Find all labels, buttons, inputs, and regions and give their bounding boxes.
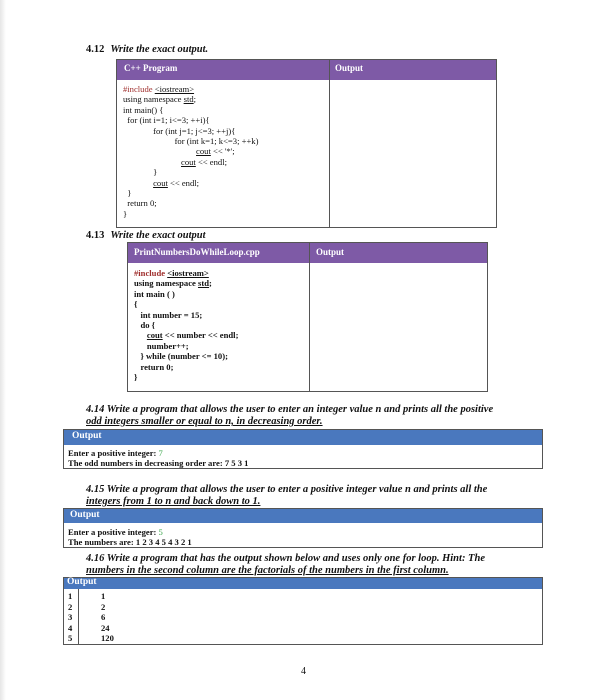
code-pre: int main ( ) [134,288,175,299]
q413-divider [309,243,310,391]
q415-input-value: 5 [158,527,163,537]
code-line [134,341,238,351]
code-line [123,136,258,146]
q416-output-header [64,578,542,589]
code-pre: for (int j=1; j<=3; ++j){ [123,125,236,136]
q416-factorial-cell: 6 [101,612,106,622]
q416-n-cell: 1 [68,591,73,601]
code-u: cout [153,177,168,188]
q412-col-output: Output [335,63,364,73]
code-line [134,362,238,372]
q413-code-block [134,268,238,382]
q416-output-table [63,577,543,645]
code-pre: } [123,167,158,178]
code-u: cout [146,330,163,341]
code-line [123,146,258,156]
q413-number: 4.13 [86,230,105,241]
code-pre [123,178,153,188]
code-post: << '*'; [210,146,235,157]
q415-output-header [64,509,542,523]
q413-title: Write the exact output [110,230,206,241]
code-u: <iostream> [167,268,209,278]
code-u: cout [196,146,211,157]
q416-factorial-cell: 24 [101,622,110,633]
code-u: cout [181,156,196,167]
q416-column-divider [78,589,79,644]
code-kw: #include [134,268,168,278]
q412-col-program: C++ Program [124,63,178,73]
code-line [134,330,238,340]
code-pre: return 0; [123,198,157,209]
q414-title-line2: odd integers smaller or equal to n, in decreasing order. [86,416,323,427]
q416-title-line1: 4.16 Write a program that has the output shown below and uses only one for loop. Hint: The [86,553,485,564]
code-line [123,94,258,104]
code-line [134,310,238,320]
code-pre: } while (number <= 10); [134,351,228,362]
code-line [123,157,258,167]
code-u: std [183,94,194,105]
q414-title-line1: 4.14 Write a program that allows the user to enter an integer value n and prints all the positive [86,404,494,415]
code-line [134,320,238,330]
code-pre: } [123,188,132,199]
code-pre: return 0; [134,361,174,372]
code-line [123,209,258,219]
q413-col-output: Output [316,247,345,257]
q414-output-label: Output [72,431,102,441]
q416-factorial-cell: 1 [101,591,106,601]
q416-n-cell: 5 [68,633,73,643]
code-post: << endl; [167,177,200,188]
code-pre [123,146,196,156]
code-pre: using namespace [134,278,198,289]
code-pre: } [123,208,128,219]
code-line [134,268,238,278]
q415-title-line1: 4.15 Write a program that allows the user to enter a positive integer value n and prints all the [86,484,488,495]
code-pre: int number = 15; [134,309,203,320]
code-line [134,299,238,309]
q415-title-line2: integers from 1 to n and back down to 1. [86,496,261,507]
code-post: << number << endl; [162,330,239,341]
code-line [123,167,258,177]
code-pre: for (int i=1; i<=3; ++i){ [123,115,210,126]
q412-heading [86,44,208,55]
code-pre: int main() { [123,104,164,115]
code-line [123,84,258,94]
code-line [134,278,238,288]
code-pre: number++; [134,340,189,351]
q415-output-line1 [68,527,163,537]
q416-factorial-cell: 120 [101,633,114,643]
q416-output-label: Output [67,577,97,587]
code-line [123,188,258,198]
code-line [123,126,258,136]
q413-col-program: PrintNumbersDoWhileLoop.cpp [134,247,260,257]
code-pre: using namespace [123,94,184,105]
q416-n-cell: 2 [68,601,73,612]
q414-output-line1 [68,448,163,458]
q415-output-table [63,508,543,548]
code-pre: { [134,299,138,310]
code-line [123,198,258,208]
code-line [123,115,258,125]
code-line [123,178,258,188]
code-pre: for (int k=1; k<=3; ++k) [123,136,259,147]
q412-title: Write the exact output. [110,44,209,55]
code-line [123,105,258,115]
q415-prompt: Enter a positive integer: [68,527,159,537]
code-post: ; [193,94,197,105]
q416-n-cell: 3 [68,612,73,622]
code-u: std [197,278,209,289]
page-edge-shadow [0,0,6,700]
code-line [134,372,238,382]
code-pre [123,157,181,167]
code-u: <iostream> [154,84,195,94]
q412-divider [329,60,330,227]
code-post: ; [208,278,212,289]
q414-output-line2: The odd numbers in decreasing order are: 7 5 3 1 [68,458,249,468]
code-post: << endl; [195,156,227,167]
q412-code-block [123,84,258,219]
code-pre [134,330,147,340]
code-pre: } [134,372,138,383]
q414-prompt: Enter a positive integer: [68,448,159,458]
code-kw: #include [123,84,155,94]
q415-output-line2: The numbers are: 1 2 3 4 5 4 3 2 1 [68,537,192,547]
code-line [134,351,238,361]
q414-input-value: 7 [158,448,163,458]
q416-title-line2: numbers in the second column are the factorials of the numbers in the first column. [86,565,449,576]
q416-n-cell: 4 [68,622,73,633]
q414-output-header [64,430,542,445]
page-number: 4 [301,666,306,677]
q415-output-label: Output [70,510,100,520]
q413-table [127,242,488,392]
q414-output-table [63,429,543,469]
q413-heading [86,230,206,241]
q416-factorial-cell: 2 [101,601,106,612]
code-line [134,289,238,299]
q412-table [116,59,497,228]
q412-number: 4.12 [86,44,105,55]
code-pre: do { [134,320,156,331]
